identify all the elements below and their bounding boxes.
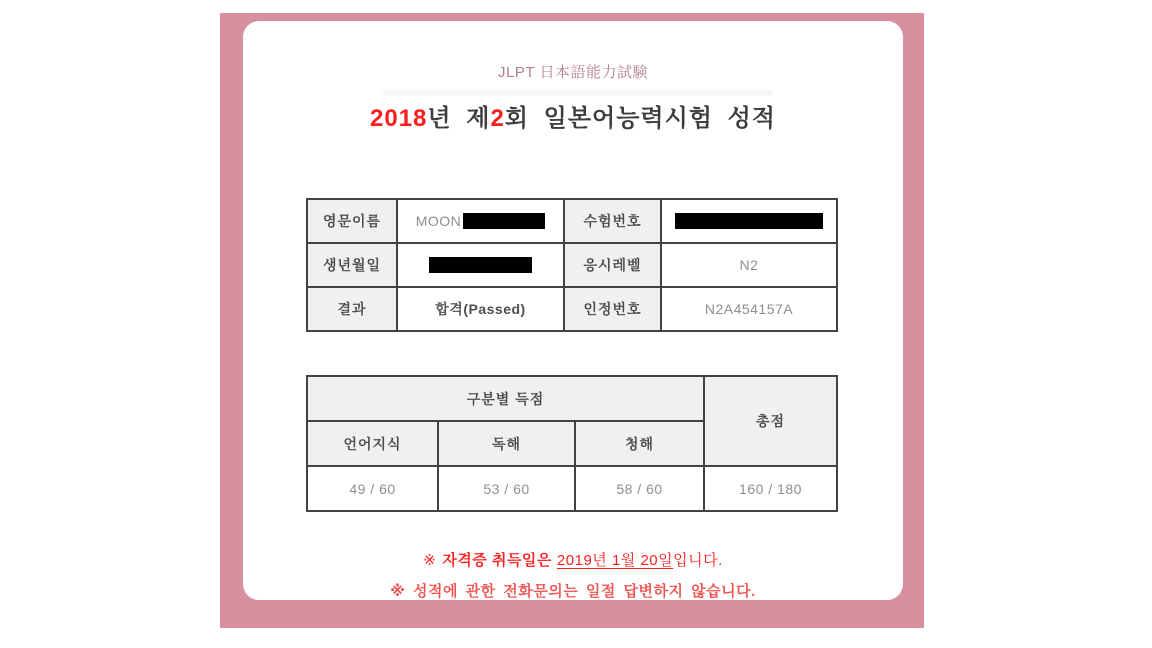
redaction-box <box>429 257 532 273</box>
value-english-name <box>397 199 564 243</box>
label-exam-level: 응시레벨 <box>564 243 661 287</box>
note-cert-date-bold: 자격증 취득일은 <box>442 552 552 569</box>
score-table <box>306 375 838 512</box>
table-row <box>307 243 837 287</box>
table-row <box>307 287 837 331</box>
score-reading: 53 / 60 <box>438 466 575 511</box>
pink-frame <box>220 13 924 628</box>
label-birth-date: 생년월일 <box>307 243 397 287</box>
header-total-score: 총점 <box>704 376 837 466</box>
redaction-box <box>675 213 823 229</box>
score-listening: 58 / 60 <box>575 466 704 511</box>
value-exam-number <box>661 199 837 243</box>
result-card <box>243 21 903 600</box>
value-exam-level: N2 <box>661 243 837 287</box>
table-row <box>307 466 837 511</box>
label-exam-number: 수험번호 <box>564 199 661 243</box>
title-round: 2 <box>490 105 505 132</box>
redaction-box <box>463 213 545 229</box>
header-reading: 독해 <box>438 421 575 466</box>
value-english-name-text: MOON <box>415 213 462 229</box>
note-no-phone-inquiry: ※ 성적에 관한 전화문의는 일절 답변하지 않습니다. <box>390 583 756 600</box>
value-result: 합격(Passed) <box>397 287 564 331</box>
header-language-knowledge: 언어지식 <box>307 421 438 466</box>
note-cert-date <box>243 549 903 570</box>
title-year: 2018 <box>370 105 428 132</box>
label-cert-number: 인정번호 <box>564 287 661 331</box>
cert-date-underline: 2019년 1월 20일 <box>556 552 674 569</box>
info-table <box>306 198 838 332</box>
label-result: 결과 <box>307 287 397 331</box>
score-language-knowledge: 49 / 60 <box>307 466 438 511</box>
page-title <box>243 98 903 133</box>
label-english-name: 영문이름 <box>307 199 397 243</box>
header-listening: 청해 <box>575 421 704 466</box>
header-section-scores: 구분별 득점 <box>307 376 704 421</box>
table-row <box>307 376 837 421</box>
title-seg2: 회 일본어능력시험 성적 <box>504 105 776 132</box>
score-total: 160 / 180 <box>704 466 837 511</box>
jlpt-subtitle: JLPT 日本語能力試験 <box>498 64 648 81</box>
faint-print-artifact <box>383 91 773 95</box>
table-row <box>307 199 837 243</box>
title-seg1: 년 제 <box>427 105 491 132</box>
value-birth-date <box>397 243 564 287</box>
value-cert-number: N2A454157A <box>661 287 837 331</box>
reference-mark: ※ <box>423 552 437 569</box>
note-cert-date-suffix: 입니다. <box>673 552 723 569</box>
